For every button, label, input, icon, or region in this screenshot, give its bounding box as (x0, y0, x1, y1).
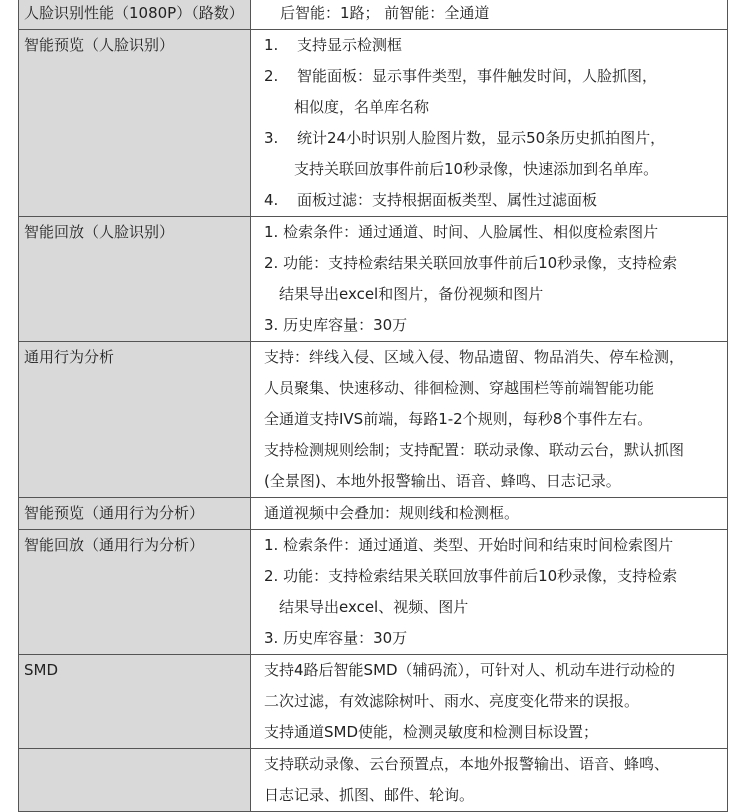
content-line (264, 30, 723, 61)
row-label: 智能预览（人脸识别） (19, 30, 251, 217)
spec-table (18, 0, 728, 812)
line-text: 结果导出excel、视频、图片 (279, 598, 469, 616)
line-text: 历史库容量：30万 (283, 316, 408, 334)
row-content (251, 749, 728, 812)
content-line (264, 92, 723, 123)
content-line (264, 0, 723, 29)
content-line (264, 655, 723, 686)
line-text: 功能：支持检索结果关联回放事件前后10秒录像，支持检索 (283, 254, 678, 272)
content-line (264, 123, 723, 154)
row-label: 人脸识别性能（1080P）（路数） (19, 0, 251, 30)
row-content (251, 655, 728, 749)
content-line (264, 466, 723, 497)
line-text: 检索条件：通过通道、类型、开始时间和结束时间检索图片 (283, 536, 674, 554)
content-line (264, 217, 723, 248)
table-row (19, 30, 728, 217)
row-content (251, 342, 728, 498)
content-line (264, 185, 723, 216)
content-line (264, 561, 723, 592)
list-number: 4. (264, 191, 279, 209)
content-line (264, 279, 723, 310)
line-text: 日志记录、抓图、邮件、轮询。 (264, 786, 475, 804)
table-row (19, 217, 728, 342)
content-line (264, 592, 723, 623)
line-text: 通道视频中会叠加：规则线和检测框。 (264, 504, 520, 522)
line-text: (全景图)、本地外报警输出、语音、蜂鸣、日志记录。 (264, 472, 621, 490)
content-line (264, 498, 723, 529)
list-number: 1. (264, 223, 279, 241)
row-label: SMD (19, 655, 251, 749)
row-label (19, 749, 251, 812)
row-label: 智能回放（通用行为分析） (19, 530, 251, 655)
list-number: 2. (264, 567, 279, 585)
list-number: 3. (264, 316, 279, 334)
line-text: 二次过滤，有效滤除树叶、雨水、亮度变化带来的误报。 (264, 692, 640, 710)
line-text: 检索条件：通过通道、时间、人脸属性、相似度检索图片 (283, 223, 659, 241)
line-text: 面板过滤：支持根据面板类型、属性过滤面板 (297, 191, 598, 209)
content-line (264, 342, 723, 373)
row-content (251, 217, 728, 342)
content-line (264, 154, 723, 185)
row-content (251, 498, 728, 530)
line-text: 结果导出excel和图片，备份视频和图片 (279, 285, 544, 303)
content-line (264, 404, 723, 435)
list-number: 2. (264, 67, 279, 85)
content-line (264, 623, 723, 654)
row-label: 智能回放（人脸识别） (19, 217, 251, 342)
content-line (264, 310, 723, 341)
line-text: 后智能：1路； 前智能：全通道 (280, 4, 490, 22)
line-text: 人员聚集、快速移动、徘徊检测、穿越围栏等前端智能功能 (264, 379, 655, 397)
list-number: 3. (264, 629, 279, 647)
content-line (264, 61, 723, 92)
row-content (251, 30, 728, 217)
content-line (264, 686, 723, 717)
line-text: 支持通道SMD使能，检测灵敏度和检测目标设置； (264, 723, 599, 741)
line-text: 支持：绊线入侵、区域入侵、物品遗留、物品消失、停车检测， (264, 348, 685, 366)
content-line (264, 530, 723, 561)
table-row (19, 342, 728, 498)
table-row (19, 498, 728, 530)
content-line (264, 373, 723, 404)
row-content (251, 530, 728, 655)
list-number: 3. (264, 129, 279, 147)
line-text: 相似度，名单库名称 (294, 98, 430, 116)
content-line (264, 749, 723, 780)
line-text: 历史库容量：30万 (283, 629, 408, 647)
line-text: 统计24小时识别人脸图片数，显示50条历史抓拍图片， (297, 129, 666, 147)
content-line (264, 435, 723, 466)
table-row (19, 655, 728, 749)
line-text: 支持4路后智能SMD（辅码流），可针对人、机动车进行动检的 (264, 661, 676, 679)
list-number: 2. (264, 254, 279, 272)
row-label: 通用行为分析 (19, 342, 251, 498)
content-line (264, 717, 723, 748)
row-label: 智能预览（通用行为分析） (19, 498, 251, 530)
line-text: 支持联动录像、云台预置点，本地外报警输出、语音、蜂鸣、 (264, 755, 670, 773)
content-line (264, 780, 723, 811)
line-text: 支持关联回放事件前后10秒录像，快速添加到名单库。 (294, 160, 659, 178)
line-text: 支持检测规则绘制；支持配置：联动录像、联动云台，默认抓图 (264, 441, 685, 459)
table-row (19, 749, 728, 812)
row-content (251, 0, 728, 30)
line-text: 功能：支持检索结果关联回放事件前后10秒录像，支持检索 (283, 567, 678, 585)
table-row (19, 0, 728, 30)
table-row (19, 530, 728, 655)
list-number: 1. (264, 536, 279, 554)
list-number: 1. (264, 36, 279, 54)
content-line (264, 248, 723, 279)
line-text: 全通道支持IVS前端，每路1-2个规则，每秒8个事件左右。 (264, 410, 653, 428)
line-text: 智能面板：显示事件类型，事件触发时间，人脸抓图， (297, 67, 658, 85)
line-text: 支持显示检测框 (297, 36, 403, 54)
